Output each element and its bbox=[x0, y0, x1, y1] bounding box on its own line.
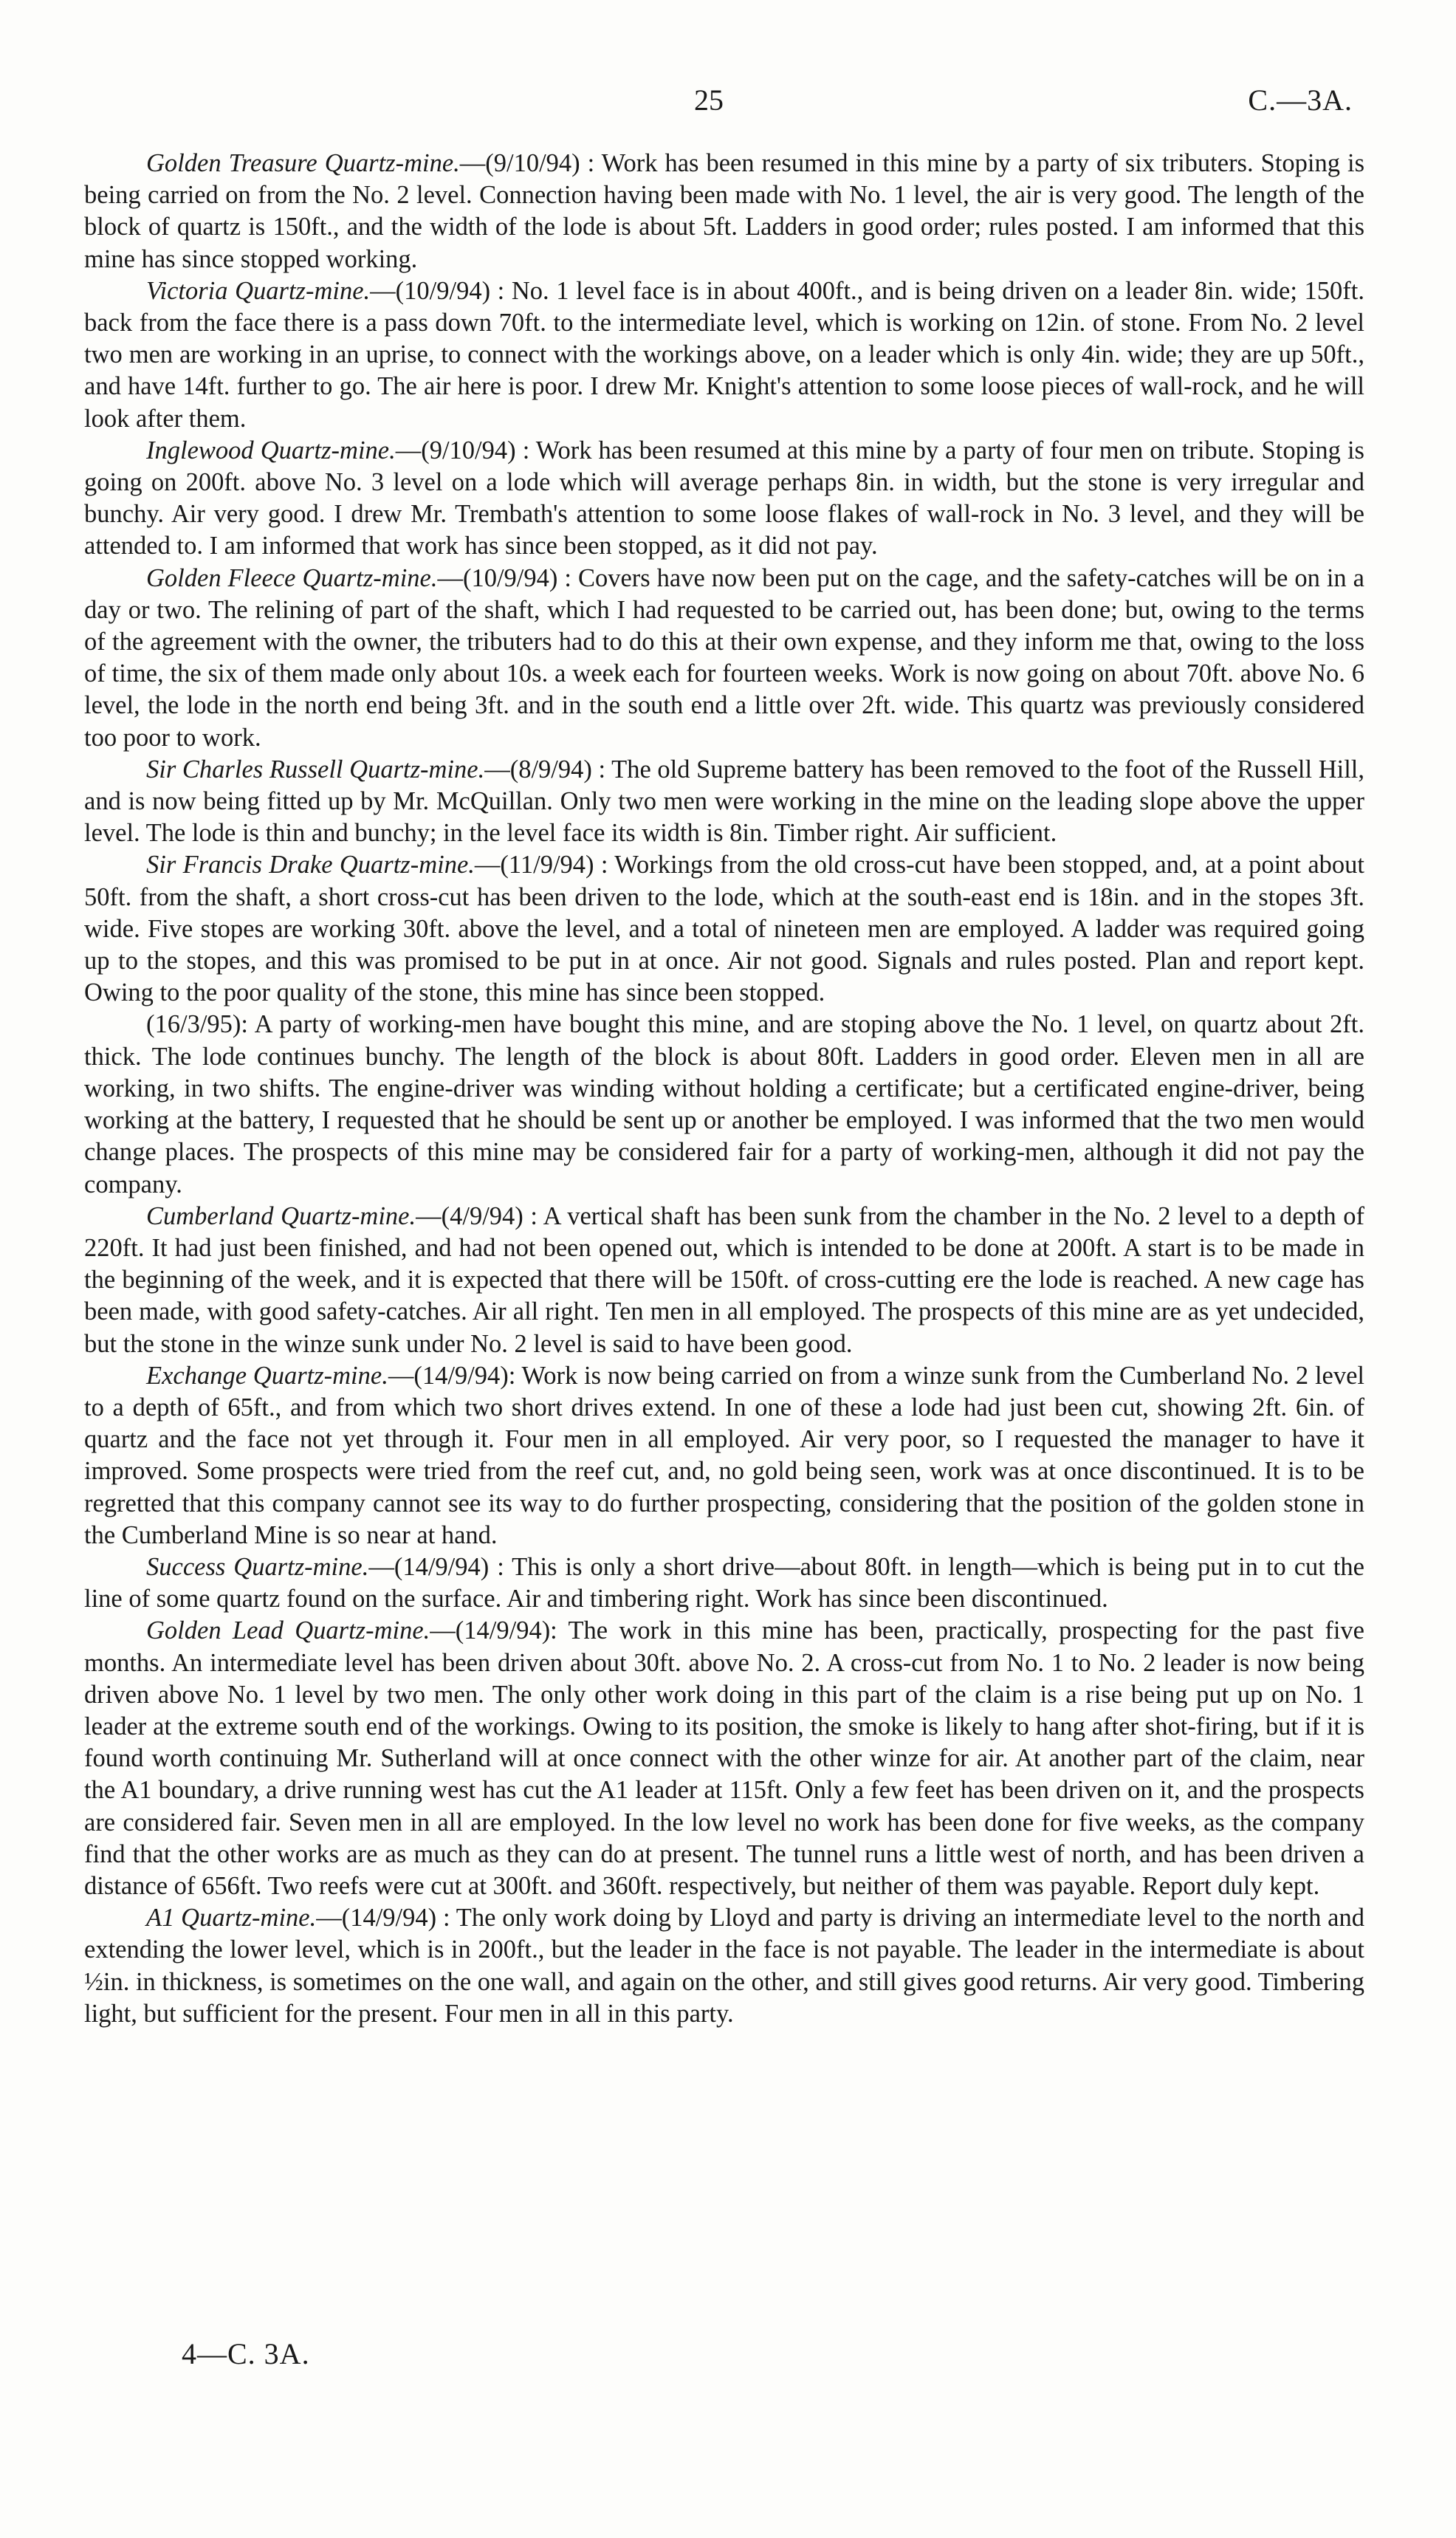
mine-title: Success Quartz-mine. bbox=[146, 1552, 369, 1581]
signature-reference: 4—C. 3A. bbox=[182, 2337, 310, 2370]
mine-title: Exchange Quartz-mine. bbox=[146, 1361, 388, 1390]
paragraph-inglewood bbox=[84, 435, 1364, 563]
paragraph-sir-francis-drake bbox=[84, 849, 1364, 1009]
mine-title: Victoria Quartz-mine. bbox=[146, 276, 371, 305]
mine-title: Inglewood Quartz-mine. bbox=[146, 436, 396, 464]
paragraph-text: —(11/9/94) : Workings from the old cross-cut have been stopped, and, at a point about 50ft. from the shaft, a short cross-cut has been driven to the lode, which at the south-east end is 18in. and in the stopes 3ft. wide. Five stopes are working 30ft. above the level, and a total of nineteen men are employed. A ladder was required going up to the stopes, and this was promised to be put in at once. Air not good. Signals and rules posted. Plan and report kept. Owing to the poor quality of the stone, this mine has since been stopped. bbox=[84, 851, 1364, 1007]
paragraph-text: —(10/9/94) : Covers have now been put on the cage, and the safety-catches will be on in a day or two. The relining of part of the shaft, which I had requested to be carried out, has been done; but, owing to the terms of the agreement with the owner, the tributers had to do this at their own expense, and they inform me that, owing to the loss of time, the six of them made only about 10s. a week each for fourteen weeks. Work is now going on about 70ft. above No. 6 level, the lode in the north end being 3ft. and in the south end a little over 2ft. wide. This quartz was previously considered too poor to work. bbox=[84, 563, 1364, 752]
paragraph-victoria bbox=[84, 275, 1364, 435]
paragraph-text: —(14/9/94): The work in this mine has been, practically, prospecting for the past five months. An intermediate level has been driven about 30ft. above No. 2. A cross-cut from No. 1 to No. 2 leader is now being driven above No. 1 level by two men. The only other work doing in this part of the claim is a rise being put up on No. 1 leader at the extreme south end of the workings. Owing to its position, the smoke is likely to hang after shot-firing, but if it is found worth continuing Mr. Sutherland will at once connect with the other winze for air. At another part of the claim, near the A1 boundary, a drive running west has cut the A1 leader at 115ft. Only a few feet has been driven on it, and the prospects are considered fair. Seven men in all are employed. In the low level no work has been done for five weeks, as the company find that the other works are as much as they can do at present. The tunnel runs a little west of north, and has been driven a distance of 656ft. Two reefs were cut at 300ft. and 360ft. respectively, but neither of them was payable. Report duly kept. bbox=[84, 1616, 1364, 1900]
paragraph-a1 bbox=[84, 1902, 1364, 2030]
mine-title: A1 Quartz-mine. bbox=[146, 1904, 317, 1932]
paragraph-exchange bbox=[84, 1360, 1364, 1551]
paragraph-text: —(8/9/94) : The old Supreme battery has been removed to the foot of the Russell Hill, and is now being fitted up by Mr. McQuillan. Only two men were working in the mine on the leading slope above the upper level. The lode is thin and bunchy; in the level face its width is 8in. Timber right. Air sufficient. bbox=[84, 755, 1365, 848]
mine-title: Golden Fleece Quartz-mine. bbox=[146, 563, 438, 592]
paragraph-sir-francis-drake-followup bbox=[84, 1009, 1364, 1200]
paragraph-text: —(9/10/94) : Work has been resumed at this mine by a party of four men on tribute. Stoping is going on 200ft. above No. 3 level on a lode which will average perhaps 8in. in width, but the stone is very irregular and bunchy. Air very good. I drew Mr. Trembath's attention to some loose flakes of wall-rock in No. 3 level, and they will be attended to. I am informed that work has since been stopped, as it did not pay. bbox=[84, 436, 1364, 560]
paragraph-text: —(14/9/94) : This is only a short drive—about 80ft. in length—which is being put in to cut the line of some quartz found on the surface. Air and timbering right. Work has since been discontinued. bbox=[84, 1552, 1364, 1613]
paragraph-text: —(4/9/94) : A vertical shaft has been sunk from the chamber in the No. 2 level to a depth of 220ft. It had just been finished, and had not been opened out, which is intended to be done at 200ft. A start is to be made in the beginning of the week, and it is expected that there will be 150ft. of cross-cutting ere the lode is reached. A new cage has been made, with good safety-catches. Air all right. Ten men in all employed. The prospects of this mine are as yet undecided, but the stone in the winze sunk under No. 2 level is said to have been good. bbox=[84, 1201, 1365, 1358]
mine-title: Cumberland Quartz-mine. bbox=[146, 1201, 416, 1230]
mine-title: Golden Treasure Quartz-mine. bbox=[146, 149, 460, 177]
paragraph-golden-lead bbox=[84, 1615, 1364, 1902]
series-reference: C.—3A. bbox=[1248, 83, 1353, 117]
paragraph-text: (16/3/95): A party of working-men have bought this mine, and are stoping above the No. 1 level, on quartz about 2ft. thick. The lode continues bunchy. The length of the block is about 80ft. Ladders in good order. Eleven men in all are working, in two shifts. The engine-driver was winding without holding a certificate; but a certificated engine-driver, being working at the battery, I requested that he should be sent up or another be employed. I was informed that the two men would change places. The prospects of this mine may be considered fair for a party of working-men, although it did not pay the company. bbox=[84, 1010, 1364, 1198]
paragraph-sir-charles-russell bbox=[84, 754, 1364, 850]
report-body bbox=[84, 148, 1364, 2030]
paragraph-text: —(14/9/94): Work is now being carried on from a winze sunk from the Cumberland No. 2 level to a depth of 65ft., and from which two short drives extend. In one of these a lode had just been cut, showing 2ft. 6in. of quartz and the face not yet through it. Four men in all employed. Air very poor, so I requested the manager to have it improved. Some prospects were tried from the reef cut, and, no gold being seen, work was at once discontinued. It is to be regretted that this company cannot see its way to do further prospecting, considering that the position of the golden stone in the Cumberland Mine is so near at hand. bbox=[84, 1361, 1364, 1549]
paragraph-text: —(9/10/94) : Work has been resumed in this mine by a party of six tributers. Stoping is being carried on from the No. 2 level. Connection having been made with No. 1 level, the air is very good. The length of the block of quartz is 150ft., and the width of the lode is about 5ft. Ladders in good order; rules posted. I am informed that this mine has since stopped working. bbox=[84, 149, 1365, 273]
mine-title: Sir Charles Russell Quartz-mine. bbox=[146, 755, 485, 783]
paragraph-cumberland bbox=[84, 1201, 1364, 1360]
mine-title: Golden Lead Quartz-mine. bbox=[146, 1616, 430, 1645]
paragraph-text: —(14/9/94) : The only work doing by Lloyd and party is driving an intermediate level to the north and extending the lower level, which is in 200ft., but the leader in the face is not payable. The leader in the intermediate is about ½in. in thickness, is sometimes on the one wall, and again on the other, and still gives good returns. Air very good. Timbering light, but sufficient for the present. Four men in all in this party. bbox=[84, 1904, 1364, 2028]
paragraph-golden-fleece bbox=[84, 563, 1364, 754]
paragraph-golden-treasure bbox=[84, 148, 1364, 275]
page-number: 25 bbox=[694, 83, 724, 117]
page-header bbox=[0, 83, 1456, 127]
paragraph-success bbox=[84, 1551, 1364, 1615]
paragraph-text: —(10/9/94) : No. 1 level face is in about 400ft., and is being driven on a leader 8in. wide; 150ft. back from the face there is a pass down 70ft. to the intermediate level, which is working on 12in. of stone. From No. 2 level two men are working in an uprise, to connect with the workings above, on a leader which is only 4in. wide; they are up 50ft., and have 14ft. further to go. The air here is poor. I drew Mr. Knight's attention to some loose pieces of wall-rock, and he will look after them. bbox=[84, 276, 1364, 433]
mine-title: Sir Francis Drake Quartz-mine. bbox=[146, 851, 475, 879]
